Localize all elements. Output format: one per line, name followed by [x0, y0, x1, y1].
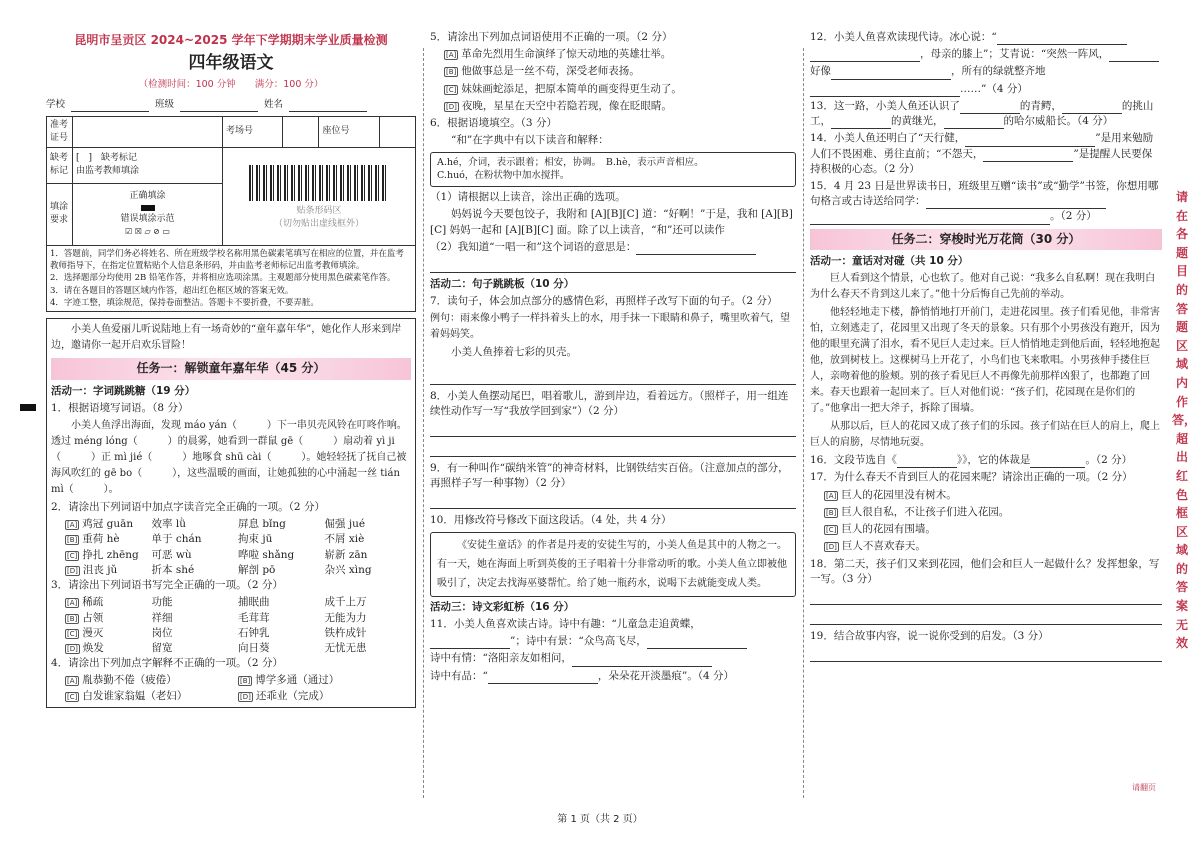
school-label: 学校: [46, 98, 66, 110]
q12-blank-4[interactable]: [831, 79, 951, 80]
barcode-graphic: [249, 165, 389, 201]
q5-option-a[interactable]: [A] 革命先烈用生命演绎了惊天动地的英雄壮举。: [446, 48, 672, 61]
q6-dict-line-2: C.huó，在粉状物中加水搅拌。: [437, 170, 570, 182]
q11-blank-4[interactable]: [488, 683, 598, 684]
q2-option-d[interactable]: [D] 沮丧 jǔ 折本 shé 解剖 pō 杂兴 xìng: [67, 563, 372, 576]
q5-options: [430, 47, 796, 114]
column-divider: [423, 48, 424, 798]
q13-text-1: 13．这一路，小美人鱼还认识了: [810, 99, 960, 112]
q11-blank-1[interactable]: [430, 648, 510, 649]
q16-text-3: 。（2 分）: [1085, 454, 1133, 467]
column-divider: [803, 48, 804, 798]
q4-option-d[interactable]: [D] 还乖业（完成）: [240, 689, 330, 702]
q6-dictionary-box: [430, 152, 796, 188]
q7-given: 小美人鱼捧着七彩的贝壳。: [451, 346, 577, 359]
q9-answer-lines[interactable]: [430, 493, 796, 509]
student-info-table: [46, 116, 416, 313]
q5-stem: 5．请涂出下列加点词语使用不正确的一项。（2 分）: [430, 31, 673, 43]
notes-block: [47, 245, 416, 312]
q1-text[interactable]: 小美人鱼浮出海面，发现 máo yán（ ）下一串贝壳风铃在叮咚作响。透过 méng lóng（ ）的晨雾，她看到一群鼠 gē（ ）扇动着 yì ji（ ）正 mì jié（ ）地啄食 shū cài（ ）。她轻轻抚了抚自己被海风吹红的 gē bo（ ），这些温暖的画面，让她孤独的心中涌起一丝 tián mì（ ）。: [51, 420, 407, 496]
intro-text: 小美人鱼爱丽儿听说陆地上有一场奇妙的“童年嘉年华”，她化作人形来到岸边，邀请你一起开启欢乐冒险！: [51, 324, 402, 352]
q6-dict-line-1: A.hé，介词，表示跟着；相安，协调。 B.hè，表示声音相应。: [437, 156, 704, 168]
q13-text-3: 的挑山工，: [810, 99, 1154, 128]
wrong-fill-examples: ☑ ☒ ▱ ⊘ ▭: [125, 227, 170, 237]
q17-option-a[interactable]: [A] 巨人的花园里没有树木。: [826, 488, 957, 501]
q6-sub2-answer[interactable]: [636, 254, 756, 255]
q6-sub1: （1）请根据以上读音，涂出正确的选项。: [430, 191, 626, 204]
q6-stem: 6．根据语境填空。（3 分）: [430, 117, 557, 130]
q12-stem: 12．小美人鱼喜欢读现代诗。冰心说：“: [810, 31, 997, 43]
q12-line2: ，母亲的膝上”；艾青说：“突然一阵风，: [920, 48, 1110, 61]
q19-answer-lines[interactable]: [810, 646, 1162, 662]
q14-text-1: 14．小美人鱼还明白了“天行健，: [810, 132, 966, 145]
q16-blank-1[interactable]: [897, 467, 957, 468]
note-4: 4．字迹工整，填涂规范，保持卷面整洁。答题卡不要折叠，不要弄脏。: [50, 297, 319, 308]
q2-option-b[interactable]: [B] 重荷 hè 单于 chán 拘束 jū 不屑 xiè: [67, 533, 365, 546]
q2-option-a[interactable]: [A] 鸡冠 guān 效率 lǜ 屏息 bǐng 倔强 jué: [67, 518, 366, 531]
q17-option-c[interactable]: [C] 巨人的花园有围墙。: [826, 523, 936, 536]
name-label: 姓名: [264, 98, 284, 110]
exam-org: 昆明市呈贡区 2024~2025 学年下学期期末学业质量检测: [74, 33, 388, 47]
q2-stem: 2．请涂出下列词语中加点字读音完全正确的一项。（2 分）: [51, 501, 325, 514]
wrong-fill-label: 错误填涂示范: [120, 214, 175, 225]
q12-blank-2[interactable]: [810, 61, 920, 62]
q6-answer-lines[interactable]: [430, 257, 796, 273]
q11-blank-3[interactable]: [572, 666, 712, 667]
admit-label: 准考证号: [47, 116, 73, 147]
absent-note2: 由监考教师填涂: [76, 166, 140, 177]
q12-blank-3[interactable]: [1109, 61, 1159, 62]
note-2: 2．选择题部分均使用 2B 铅笔作答，并将相应选项涂黑。主观题部分使用黑色碳素笔作答。: [50, 273, 396, 284]
q5-option-d[interactable]: [D] 夜晚，星星在天空中若隐若现，像在眨眼睛。: [446, 99, 672, 112]
q16-text-1: 16．文段节选自《: [810, 454, 897, 467]
q7-example: 例句：雨来像小鸭子一样抖着头上的水，用手抹一下眼睛和鼻子，嘴里吹着气，望着妈妈笑。: [430, 313, 790, 341]
activity2-title: 活动二：句子跳跳板（10 分）: [430, 277, 575, 290]
q12-line3: 好像: [810, 65, 831, 78]
absent-title: 缺考标记: [47, 147, 73, 183]
activity3-title: 活动三：诗文彩虹桥（16 分）: [430, 600, 575, 613]
q14-blank-1[interactable]: [965, 146, 1095, 147]
column-left: [46, 30, 416, 800]
q12-line5: ……”（4 分）: [960, 82, 1028, 95]
note-3: 3．请在各题目的答题区域内作答，超出红色框区域的答案无效。: [50, 285, 294, 296]
seat-field[interactable]: [380, 116, 416, 147]
q2-option-c[interactable]: [C] 挣扎 zhēng 可恶 wù 哗啦 shǎng 崭新 zān: [67, 548, 368, 561]
q4-options: [51, 673, 411, 703]
column-middle: [430, 30, 796, 800]
q12-blank-5[interactable]: [810, 96, 960, 97]
story-para-1: 巨人看到这个情景，心也软了。他对自己说：“我多么自私啊！现在我明白为什么春天不肯到这儿来了。”他十分后悔自己先前的举动。: [810, 273, 1156, 301]
page-footer: 第 1 页（共 2 页）: [557, 814, 643, 825]
note-1: 1．答题前，同学们务必将姓名、所在班级学校名称用黑色碳素笔填写在相应的位置，并在监考教师指导下，在指定位置粘贴个人信息条形码，并由监考老师标记出监考教师填涂。: [50, 248, 404, 271]
q13-blank-2[interactable]: [1062, 113, 1122, 114]
q3-options: [51, 595, 411, 656]
q11-line3: 诗中有情：“洛阳亲友如相问，: [430, 652, 572, 665]
q3-option-b[interactable]: [B] 占领 祥细 毛茸茸 无能为力: [67, 611, 367, 624]
q10-stem: 10．用修改符号修改下面这段话。（4 处，共 4 分）: [430, 514, 672, 527]
q13-blank-4[interactable]: [944, 128, 1004, 129]
q13-text-5: 的哈尔威船长。（4 分）: [1003, 115, 1114, 128]
room-label: 考场号: [223, 116, 283, 147]
q7-answer-lines[interactable]: [430, 369, 796, 385]
q17-option-b[interactable]: [B] 巨人很自私，不让孩子们进入花园。: [826, 505, 1010, 518]
q18-stem: 18．第二天，孩子们又来到花园，他们会和巨人一起做什么？发挥想象，写一写。（3 分）: [810, 557, 1160, 585]
exam-time: （检测时间：100 分钟 满分：100 分）: [138, 79, 324, 91]
admit-field[interactable]: [73, 116, 223, 147]
q11-blank-2[interactable]: [647, 648, 747, 649]
barcode-title: 贴条形码区: [296, 206, 342, 217]
q10-paragraph[interactable]: 《安徒生童话》的作者是丹麦的安徒生写的，小美人鱼是其中的人物之一。有一天，她在海面上听到英俊的王子唱着十分非常动听的歌。小美人鱼立即被他吸引了，决定去找海巫婆帮忙。给了她一瓶药水，说喝下去就能变成人类。: [430, 532, 796, 597]
q6-sub1-text[interactable]: 妈妈说今天要包饺子，我附和 [A][B][C] 道：“好啊！”于是，我和 [A][B][C] 妈妈一起和 [A][B][C] 面。除了以上读音，“和”还可以读作: [430, 208, 793, 236]
q15-text-1: 15．4 月 23 日是世界读书日，班级里互赠“读书”或“勤学”书签，你想用哪句格言或古诗送给同学：: [810, 179, 1159, 208]
q15-text-2: 。（2 分）: [1050, 210, 1097, 223]
fill-title: 填涂要求: [47, 183, 73, 245]
q14-blank-2[interactable]: [983, 161, 1073, 162]
barcode-note: （切勿贴出虚线框外）: [273, 219, 364, 230]
q11-line5: ，朵朵花开淡墨痕”。（4 分）: [597, 669, 735, 682]
q14-text-3: ”是提醒人民要保持积极的心态。（2 分）: [810, 147, 1153, 175]
school-field[interactable]: [71, 98, 149, 112]
q5-option-c[interactable]: [C] 妹妹画蛇添足，把原本简单的画变得更生动了。: [446, 82, 682, 95]
correct-fill-label: 正确填涂: [129, 191, 166, 202]
class-field[interactable]: [180, 98, 258, 112]
q4-option-c[interactable]: [C] 白发谁家翁媪（老妇）: [67, 689, 188, 702]
story-para-2: 他轻轻地走下楼，静悄悄地打开前门，走进花园里。孩子们看见他，非常害怕，立刻逃走了，花园里又出现了冬天的景象。只有那个小男孩没有跑开，因为他的眼里充满了泪水，看不见巨人走过来。巨人悄悄地走到他后面，轻轻地抱起他，放到树枝上。这棵树马上开花了，小鸟们也飞来歌唱。小男孩伸手搂住巨人，亲吻着他的脸颊。别的孩子看见巨人不再像先前那样凶狠了，也都跑了回来。春天也跟着一起回来了。巨人对他们说：“孩子们，花园现在是你们的了。”他拿出一把大斧子，拆除了围墙。: [810, 307, 1160, 415]
q3-stem: 3．请涂出下列词语书写完全正确的一项。（2 分）: [51, 579, 283, 592]
q17-option-d[interactable]: [D] 巨人不喜欢春天。: [826, 540, 926, 553]
q15-blank-2[interactable]: [810, 224, 1050, 225]
column-right: 12．小美人鱼喜欢读现代诗。冰心说：“ ，母亲的膝上”；艾青说：“突然一阵风， 好像 ，所有的绿就整齐地 ……”（4 分） 13．这一路，小美人鱼还认识了 的青鳄， 的挑山工， 的黄继光， 的哈尔威船长。（4 分） 14．小美人鱼还明白了“天行健， ”是用来勉励人们不畏困难、勇往直前；“不怨天， ”是提醒人民要保持积极的心态。（2 分） 15．4 月 23 日是世界读书日，班级里互赠“读书”或“勤学”书签，你想用哪句格言或古诗送给同学：。（2 分） 任务二：穿梭时光万花筒（30 分） 活动一：童话对对碰（共 10 分） 巨人看到这个情景，心也软了。他对自己说：“我多么自私啊！现在我明白为什么春天不肯到这儿来了。”他十分后悔自己先前的举动。 他轻轻地走下楼，静悄悄地打开前门，走进花园里。孩子们看见他，非常害怕，立刻逃走了，花园里又出现了冬天的景象。只有那个小男孩没有跑开，因为他的眼里充满了泪水，看不见巨人走过来。巨人悄悄地走到他后面，轻轻地抱起他，放到树枝上。这棵树马上开花了，小鸟们也飞来歌唱。小男孩伸手搂住巨人，亲吻着他的脸颊。别的孩子看见巨人不再像先前那样凶狠了，也都跑了回来。春天也跟着一起回来了。巨人对他们说：“孩子们，花园现在是你们的了。”他拿出一把大斧子，拆除了围墙。 从那以后，巨人的花园又成了孩子们的乐园。孩子们站在巨人的肩上，爬上巨人的肩膀，尽情地玩耍。 16．文段节选自《 》》，它的体裁是 。（2 分） 17．为什么春天不肯到巨人的花园来呢？请涂出正确的一项。（2 分） [A] 巨人的花园里没有树木。 [B] 巨人很自私，不让孩子们进入花园。 [C] 巨人的花园有围墙。 [D] 巨人不喜欢春天。 18．第二天，孩子们又来到花园，他们会和巨人一起做什么？发挥想象，写一写。（3 分） 19．结合故事内容，说一说你受到的启发。（3 分）: [810, 30, 1162, 800]
q17-options: [810, 488, 1162, 555]
seat-label: 座位号: [319, 116, 380, 147]
q13-blank-3[interactable]: [831, 128, 891, 129]
q19-stem: 19．结合故事内容，说一说你受到的启发。（3 分）: [810, 629, 1049, 642]
turn-page-note: 请翻页: [1132, 783, 1156, 792]
q4-stem: 4．请涂出下列加点字解释不正确的一项。（2 分）: [51, 657, 283, 670]
q9-stem: 9．有一种叫作“碳纳米管”的神奇材料，比钢铁结实百倍。（注意加点的部分，再照样子写一种事物）（2 分）: [430, 462, 789, 490]
q6-sub2: （2）我知道“一唱一和”这个词语的意思是：: [430, 240, 637, 253]
q8-answer-lines[interactable]: [430, 421, 796, 457]
room-field[interactable]: [283, 116, 319, 147]
q16-text-2: 》，它的体裁是: [962, 454, 1031, 467]
q3-option-d[interactable]: [D] 焕发 留宽 向日葵 无忧无患: [67, 642, 367, 655]
q11-stem: 11．小美人鱼喜欢读古诗。诗中有趣：“儿童急走追黄蝶，: [430, 617, 701, 630]
task2-banner: 任务二：穿梭时光万花筒（30 分）: [810, 229, 1162, 250]
q11-line4: 诗中有品：“: [430, 669, 488, 682]
q17-stem: 17．为什么春天不肯到巨人的花园来呢？请涂出正确的一项。（2 分）: [810, 471, 1133, 484]
q7-stem: 7．读句子，体会加点部分的感情色彩，再照样子改写下面的句子。（2 分）: [430, 295, 778, 308]
q6-dict-intro: “和”在字典中有以下读音和解释：: [451, 134, 609, 147]
q14-text-2: ”是用来勉励人们不畏困难、勇往直前；“不怨天，: [810, 132, 1154, 160]
name-field[interactable]: [289, 98, 367, 112]
q8-stem: 8．小美人鱼摆动尾巴，唱着歌儿，游到岸边，看着远方。（照样子，用一组连续性动作写一写“我放学回到家”）（2 分）: [430, 389, 789, 417]
q18-answer-lines[interactable]: [810, 589, 1162, 625]
absent-checkbox[interactable]: [ ]: [76, 153, 93, 164]
q3-option-a[interactable]: [A] 稀疏 功能 捕眠曲 成千上万: [67, 596, 367, 609]
q13-blank-1[interactable]: [960, 113, 1020, 114]
q12-blank-1[interactable]: [997, 44, 1127, 45]
q4-option-a[interactable]: [A] 胤恭勤不倦（疲倦）: [67, 674, 177, 687]
absent-note1: 缺考标记: [101, 153, 138, 164]
activity4-title: 活动一：童话对对碰（共 10 分）: [810, 255, 969, 268]
q2-options: [51, 517, 411, 578]
page-title: 四年级语文: [188, 53, 274, 74]
q5-option-b[interactable]: [B] 他做事总是一丝不苟，深受老师表扬。: [446, 65, 640, 78]
alignment-mark: [20, 404, 36, 411]
correct-fill-example: [141, 205, 155, 211]
q3-option-c[interactable]: [C] 漫灭 岗位 石钟乳 铁杵成针: [67, 626, 367, 639]
q16-blank-2[interactable]: [1030, 467, 1085, 468]
answer-area-warning: 请在各题目的答题区域内作答，超出红色框区域的答案无效: [1172, 190, 1197, 651]
task1-banner: 任务一：解锁童年嘉年华（45 分）: [51, 358, 411, 379]
q1-stem: 1．根据语境写词语。（8 分）: [51, 401, 189, 414]
q4-option-b[interactable]: [B] 博学多通（通过）: [240, 674, 340, 687]
q13-text-4: 的黄继光，: [891, 115, 944, 128]
q12-line4: ，所有的绿就整齐地: [951, 65, 1046, 78]
story-para-3: 从那以后，巨人的花园又成了孩子们的乐园。孩子们站在巨人的肩上，爬上巨人的肩膀，尽情地玩耍。: [810, 421, 1160, 449]
class-label: 班级: [155, 98, 175, 110]
activity1-title: 活动一：字词跳跳糖（19 分）: [51, 384, 196, 397]
q11-line2: ”；诗中有景：“众鸟高飞尽，: [510, 635, 647, 648]
q13-text-2: 的青鳄，: [1019, 99, 1062, 112]
